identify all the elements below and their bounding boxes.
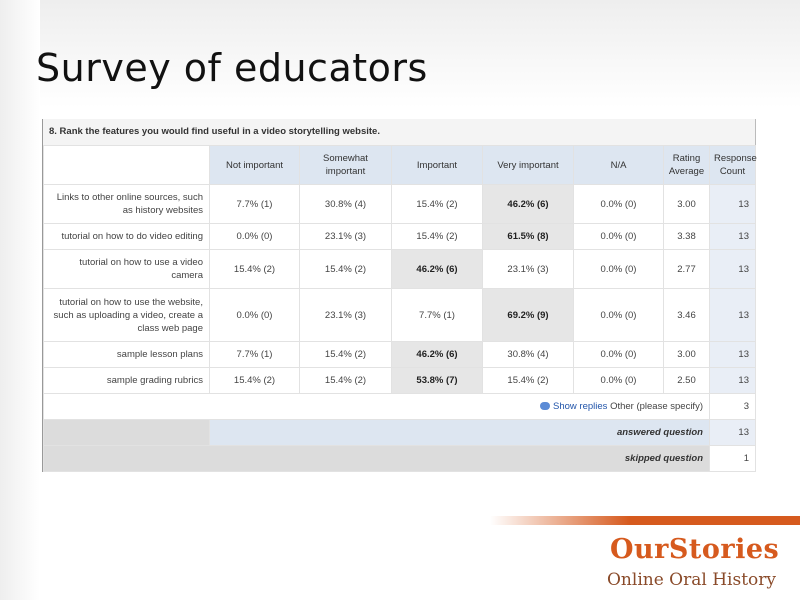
skipped-label: skipped question [44,446,710,472]
cell-very-important: 46.2% (6) [483,185,574,224]
row-label: tutorial on how to do video editing [44,224,210,250]
header-response-count: Response Count [710,146,756,185]
cell-rating-average: 3.38 [664,224,710,250]
cell-na: 0.0% (0) [574,368,664,394]
cell-very-important: 23.1% (3) [483,250,574,289]
skipped-row [44,446,756,472]
other-label: Other (please specify) [610,401,703,412]
row-label: tutorial on how to use the website, such as uploading a video, create a class web page [44,289,210,342]
cell-somewhat-important: 30.8% (4) [300,185,392,224]
cell-not-important: 15.4% (2) [210,368,300,394]
cell-very-important: 30.8% (4) [483,342,574,368]
cell-somewhat-important: 23.1% (3) [300,289,392,342]
cell-rating-average: 2.77 [664,250,710,289]
survey-table-panel [42,119,756,472]
answered-row [44,420,756,446]
other-count: 3 [710,394,756,420]
table-row [44,289,756,342]
cell-not-important: 0.0% (0) [210,289,300,342]
cell-na: 0.0% (0) [574,250,664,289]
cell-na: 0.0% (0) [574,224,664,250]
cell-rating-average: 2.50 [664,368,710,394]
other-row [44,394,756,420]
cell-rating-average: 3.00 [664,185,710,224]
cell-response-count: 13 [710,342,756,368]
cell-very-important: 69.2% (9) [483,289,574,342]
cell-important: 15.4% (2) [392,224,483,250]
skipped-count: 1 [710,446,756,472]
answered-label: answered question [210,420,710,446]
table-row [44,342,756,368]
cell-rating-average: 3.00 [664,342,710,368]
answered-spacer [44,420,210,446]
comment-icon [540,402,550,410]
slide-title: Survey of educators [36,46,428,90]
brand-accent-bar [490,516,800,525]
row-label: sample grading rubrics [44,368,210,394]
cell-important: 46.2% (6) [392,250,483,289]
survey-results-table [43,145,756,472]
cell-not-important: 15.4% (2) [210,250,300,289]
cell-very-important: 61.5% (8) [483,224,574,250]
brand-tagline: Online Oral History [607,570,776,590]
show-replies-link[interactable]: Show replies [553,401,608,412]
cell-important: 7.7% (1) [392,289,483,342]
header-important: Important [392,146,483,185]
cell-not-important: 7.7% (1) [210,342,300,368]
answered-count: 13 [710,420,756,446]
table-row [44,185,756,224]
row-label: sample lesson plans [44,342,210,368]
brand-logo: OurStories [610,534,780,565]
row-label: tutorial on how to use a video camera [44,250,210,289]
cell-important: 46.2% (6) [392,342,483,368]
cell-na: 0.0% (0) [574,185,664,224]
header-na: N/A [574,146,664,185]
header-somewhat-important: Somewhat important [300,146,392,185]
cell-somewhat-important: 23.1% (3) [300,224,392,250]
cell-somewhat-important: 15.4% (2) [300,342,392,368]
header-not-important: Not important [210,146,300,185]
question-heading: 8. Rank the features you would find useful in a video storytelling website. [43,119,755,145]
header-row [44,146,756,185]
cell-response-count: 13 [710,185,756,224]
cell-response-count: 13 [710,250,756,289]
header-empty [44,146,210,185]
other-cell [44,394,710,420]
cell-response-count: 13 [710,289,756,342]
cell-important: 53.8% (7) [392,368,483,394]
header-rating-average: Rating Average [664,146,710,185]
cell-not-important: 0.0% (0) [210,224,300,250]
cell-na: 0.0% (0) [574,342,664,368]
cell-somewhat-important: 15.4% (2) [300,250,392,289]
table-row [44,250,756,289]
table-row [44,368,756,394]
header-very-important: Very important [483,146,574,185]
cell-very-important: 15.4% (2) [483,368,574,394]
cell-na: 0.0% (0) [574,289,664,342]
row-label: Links to other online sources, such as history websites [44,185,210,224]
cell-somewhat-important: 15.4% (2) [300,368,392,394]
table-row [44,224,756,250]
cell-important: 15.4% (2) [392,185,483,224]
cell-response-count: 13 [710,224,756,250]
left-shade [0,0,40,600]
cell-response-count: 13 [710,368,756,394]
cell-rating-average: 3.46 [664,289,710,342]
cell-not-important: 7.7% (1) [210,185,300,224]
